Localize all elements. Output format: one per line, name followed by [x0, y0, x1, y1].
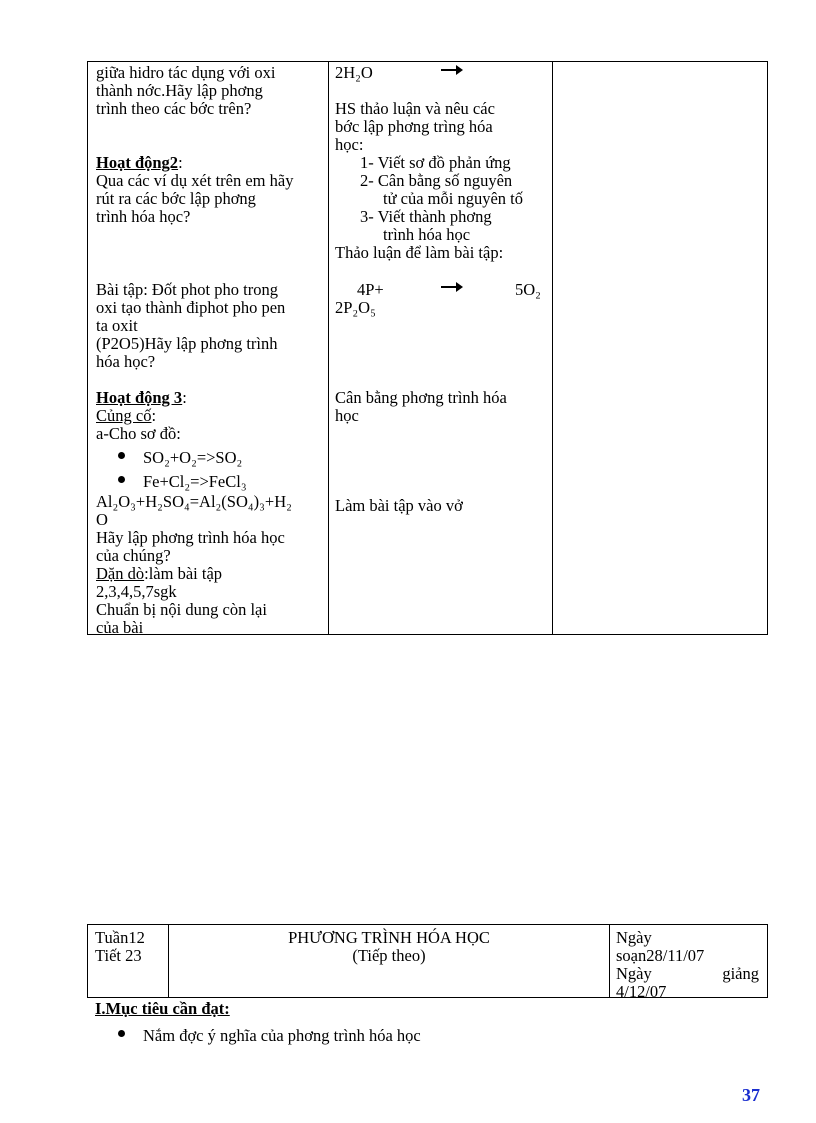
consolidation-label: Củng cố: — [96, 406, 157, 425]
page-number: 37 — [742, 1085, 760, 1105]
bullet-icon — [118, 452, 125, 459]
equation: 5O₂ — [515, 280, 541, 299]
text-line: (P2O5)Hãy lập phơng trình — [96, 334, 278, 353]
text-line: Hãy lập phơng trình hóa học — [96, 528, 285, 547]
text-line: học — [335, 406, 359, 425]
text-line: rút ra các bớc lập phơng — [96, 189, 256, 208]
text-line: Cân bằng phơng trình hóa — [335, 388, 507, 407]
equation: Al₂O₃+H₂SO₄=Al₂(SO₄)₃+H₂ — [96, 492, 292, 511]
equation: 2P₂O₅ — [335, 298, 376, 317]
equation: 4P+ — [357, 280, 384, 299]
text-line: hóa học? — [96, 352, 156, 371]
teach-date-label: Ngày giảng — [616, 964, 759, 983]
homework-line: Dặn dò:làm bài tập — [96, 564, 223, 583]
text-line: Qua các ví dụ xét trên em hãy — [96, 171, 294, 190]
text-line: thành nớc.Hãy lập phơng — [96, 81, 263, 100]
lesson-title: PHƯƠNG TRÌNH HÓA HỌC — [288, 928, 490, 947]
equation: O — [96, 510, 108, 529]
text-line: 2,3,4,5,7sgk — [96, 582, 177, 601]
text-line: Bài tập: Đốt phot pho trong — [96, 280, 278, 299]
bullet-icon — [118, 1030, 125, 1037]
activity-2-heading: Hoạt động2: — [96, 153, 183, 172]
arrow-icon — [441, 286, 459, 288]
teach-date: 4/12/07 — [616, 982, 667, 1001]
text-line: của bài — [96, 618, 144, 637]
objective-item: Nắm đợc ý nghĩa của phơng trình hóa học — [143, 1026, 421, 1045]
equation: Fe+Cl₂=>FeCl₃ — [143, 472, 247, 491]
text-line: ta oxit — [96, 316, 138, 335]
text-line: trình hóa học? — [96, 207, 191, 226]
text-line: bớc lập phơng trìng hóa — [335, 117, 493, 136]
step-item: 1- Viết sơ đồ phản ứng — [360, 153, 511, 172]
text-line: oxi tạo thành điphot pho pen — [96, 298, 286, 317]
prep-date: soạn28/11/07 — [616, 946, 705, 965]
activity-3-heading: Hoạt động 3: — [96, 388, 187, 407]
bullet-icon — [118, 476, 125, 483]
text-line: HS thảo luận và nêu các — [335, 99, 495, 118]
text-line: Làm bài tập vào vở — [335, 496, 463, 515]
week-label: Tuần12 — [95, 928, 145, 947]
equation: 2H₂O — [335, 63, 373, 82]
text-line: giữa hidro tác dụng với oxi — [96, 63, 276, 82]
step-item: 3- Viết thành phơng — [360, 207, 492, 226]
lesson-subtitle: (Tiếp theo) — [352, 946, 426, 965]
text-line: trình theo các bớc trên? — [96, 99, 252, 118]
step-item: 2- Cân bằng số nguyên — [360, 171, 513, 190]
prep-date-label: Ngày — [616, 928, 652, 947]
text-line: Chuẩn bị nội dung còn lại — [96, 600, 267, 619]
section-heading: I.Mục tiêu cần đạt: — [95, 999, 230, 1018]
text-line: học: — [335, 135, 364, 154]
arrow-icon — [441, 69, 459, 71]
equation: SO₂+O₂=>SO₂ — [143, 448, 243, 467]
step-item: tử của mỗi nguyên tố — [383, 189, 524, 208]
text-line: Thảo luận để làm bài tập: — [335, 243, 504, 262]
text-line: của chúng? — [96, 546, 171, 565]
text-line: a-Cho sơ đồ: — [96, 424, 181, 443]
step-item: trình hóa học — [383, 225, 471, 244]
period-label: Tiết 23 — [95, 946, 142, 965]
